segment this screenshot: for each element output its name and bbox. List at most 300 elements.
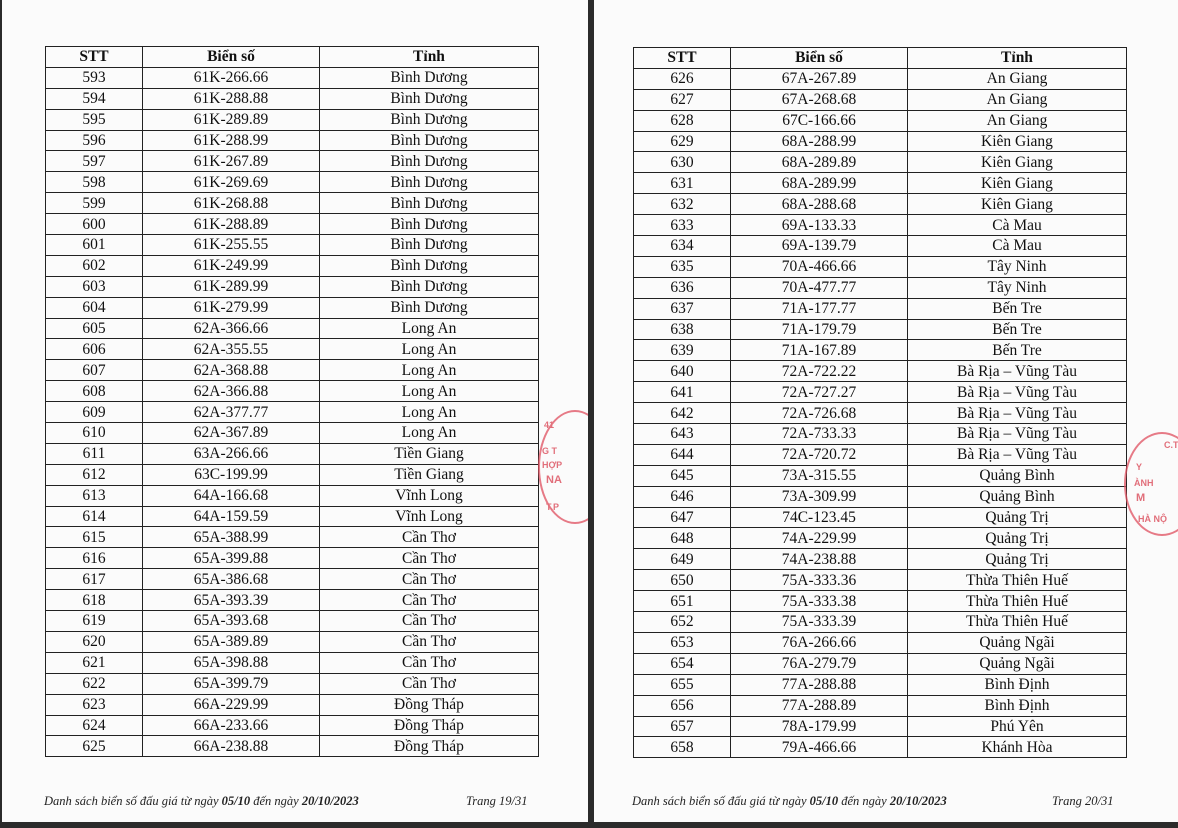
cell-plate-number: 61K-289.99 (143, 276, 320, 297)
cell-province: Bình Dương (320, 214, 539, 235)
cell-province: Bình Định (908, 695, 1127, 716)
header-plate-number: Biển số (143, 47, 320, 68)
table-row (46, 297, 539, 318)
cell-province: Bà Rịa – Vũng Tàu (908, 403, 1127, 424)
cell-plate-number: 77A-288.89 (731, 695, 908, 716)
cell-plate-number: 72A-727.27 (731, 382, 908, 403)
cell-stt: 597 (46, 151, 143, 172)
cell-stt: 648 (634, 528, 731, 549)
cell-stt: 631 (634, 173, 731, 194)
cell-stt: 605 (46, 318, 143, 339)
stamp-text: M (1136, 492, 1146, 504)
cell-province: Bình Định (908, 674, 1127, 695)
stamp-text: C.T (1164, 440, 1178, 450)
footer-text: đến ngày (838, 794, 890, 808)
cell-plate-number: 71A-179.79 (731, 319, 908, 340)
table-row (634, 465, 1127, 486)
table-row (46, 464, 539, 485)
cell-province: Bà Rịa – Vũng Tàu (908, 444, 1127, 465)
cell-province: Bình Dương (320, 151, 539, 172)
cell-stt: 632 (634, 194, 731, 215)
cell-plate-number: 62A-355.55 (143, 339, 320, 360)
table-row (46, 151, 539, 172)
cell-plate-number: 61K-249.99 (143, 255, 320, 276)
cell-province: Quảng Ngãi (908, 632, 1127, 653)
cell-plate-number: 70A-466.66 (731, 256, 908, 277)
cell-plate-number: 66A-238.88 (143, 736, 320, 757)
cell-stt: 617 (46, 569, 143, 590)
table-row (634, 68, 1127, 89)
cell-province: Cần Thơ (320, 611, 539, 632)
header-province: Tỉnh (320, 47, 539, 68)
cell-stt: 603 (46, 276, 143, 297)
table-row (634, 382, 1127, 403)
cell-stt: 651 (634, 591, 731, 612)
cell-province: Cần Thơ (320, 527, 539, 548)
cell-province: Bến Tre (908, 298, 1127, 319)
cell-stt: 616 (46, 548, 143, 569)
cell-plate-number: 65A-399.79 (143, 673, 320, 694)
cell-stt: 627 (634, 89, 731, 110)
stamp-text: T.P (546, 502, 560, 512)
cell-plate-number: 62A-366.66 (143, 318, 320, 339)
cell-stt: 656 (634, 695, 731, 716)
cell-stt: 647 (634, 507, 731, 528)
cell-stt: 650 (634, 570, 731, 591)
table-row (46, 527, 539, 548)
cell-stt: 639 (634, 340, 731, 361)
table-header-row (46, 47, 539, 68)
cell-province: Tây Ninh (908, 256, 1127, 277)
stamp-text: HÀ NỘ (1138, 514, 1167, 524)
table-row (46, 652, 539, 673)
cell-plate-number: 62A-366.88 (143, 381, 320, 402)
table-row (634, 653, 1127, 674)
table-row (46, 235, 539, 256)
cell-stt: 640 (634, 361, 731, 382)
cell-plate-number: 76A-266.66 (731, 632, 908, 653)
cell-stt: 604 (46, 297, 143, 318)
cell-province: Bà Rịa – Vũng Tàu (908, 382, 1127, 403)
cell-plate-number: 61K-288.88 (143, 88, 320, 109)
table-row (634, 716, 1127, 737)
cell-stt: 621 (46, 652, 143, 673)
table-row (46, 402, 539, 423)
cell-plate-number: 74C-123.45 (731, 507, 908, 528)
table-row (46, 193, 539, 214)
cell-province: Kiên Giang (908, 152, 1127, 173)
page-footer-caption (632, 794, 947, 809)
footer-date-to: 20/10/2023 (889, 794, 947, 808)
table-row (46, 443, 539, 464)
cell-stt: 633 (634, 215, 731, 236)
cell-plate-number: 68A-289.99 (731, 173, 908, 194)
cell-plate-number: 77A-288.88 (731, 674, 908, 695)
table-row (634, 256, 1127, 277)
table-row (634, 298, 1127, 319)
table-row (634, 424, 1127, 445)
cell-stt: 599 (46, 193, 143, 214)
table-row (634, 89, 1127, 110)
cell-stt: 635 (634, 256, 731, 277)
cell-plate-number: 70A-477.77 (731, 277, 908, 298)
cell-stt: 618 (46, 590, 143, 611)
cell-province: Đồng Tháp (320, 736, 539, 757)
table-body-right (634, 68, 1127, 757)
table-row (46, 381, 539, 402)
table-row (634, 612, 1127, 633)
cell-stt: 624 (46, 715, 143, 736)
cell-province: Long An (320, 423, 539, 444)
cell-plate-number: 65A-398.88 (143, 652, 320, 673)
table-header-row (634, 48, 1127, 69)
cell-plate-number: 64A-159.59 (143, 506, 320, 527)
cell-plate-number: 61K-266.66 (143, 67, 320, 88)
cell-plate-number: 65A-389.89 (143, 631, 320, 652)
cell-province: Tiền Giang (320, 464, 539, 485)
table-row (46, 67, 539, 88)
cell-province: Đồng Tháp (320, 715, 539, 736)
red-seal-stamp (538, 410, 588, 524)
stamp-text: 41 (544, 420, 555, 430)
cell-province: Khánh Hòa (908, 737, 1127, 758)
stamp-text: NA (546, 474, 562, 486)
header-stt: STT (46, 47, 143, 68)
table-row (46, 109, 539, 130)
table-row (634, 215, 1127, 236)
cell-province: Tiền Giang (320, 443, 539, 464)
cell-province: Bình Dương (320, 130, 539, 151)
cell-stt: 645 (634, 465, 731, 486)
cell-province: Cần Thơ (320, 673, 539, 694)
cell-stt: 612 (46, 464, 143, 485)
table-row (634, 591, 1127, 612)
cell-stt: 608 (46, 381, 143, 402)
table-row (46, 214, 539, 235)
cell-stt: 636 (634, 277, 731, 298)
table-row (634, 528, 1127, 549)
cell-plate-number: 68A-288.99 (731, 131, 908, 152)
cell-plate-number: 72A-726.68 (731, 403, 908, 424)
footer-date-from: 05/10 (809, 794, 839, 808)
cell-plate-number: 61K-268.88 (143, 193, 320, 214)
cell-stt: 625 (46, 736, 143, 757)
cell-province: Thừa Thiên Huế (908, 591, 1127, 612)
stamp-text: HỢP (542, 460, 563, 470)
table-row (46, 694, 539, 715)
table-row (634, 340, 1127, 361)
cell-plate-number: 65A-393.68 (143, 611, 320, 632)
footer-date-from: 05/10 (221, 794, 251, 808)
cell-stt: 646 (634, 486, 731, 507)
cell-stt: 623 (46, 694, 143, 715)
cell-plate-number: 62A-377.77 (143, 402, 320, 423)
cell-stt: 606 (46, 339, 143, 360)
cell-plate-number: 72A-722.22 (731, 361, 908, 382)
cell-province: An Giang (908, 68, 1127, 89)
table-row (46, 506, 539, 527)
cell-stt: 657 (634, 716, 731, 737)
cell-province: Bình Dương (320, 276, 539, 297)
cell-stt: 610 (46, 423, 143, 444)
cell-stt: 595 (46, 109, 143, 130)
cell-plate-number: 62A-368.88 (143, 360, 320, 381)
cell-stt: 655 (634, 674, 731, 695)
cell-plate-number: 63C-199.99 (143, 464, 320, 485)
table-row (46, 276, 539, 297)
table-row (46, 130, 539, 151)
cell-plate-number: 64A-166.68 (143, 485, 320, 506)
cell-plate-number: 65A-399.88 (143, 548, 320, 569)
cell-stt: 653 (634, 632, 731, 653)
table-row (634, 110, 1127, 131)
table-row (634, 173, 1127, 194)
cell-province: Bình Dương (320, 193, 539, 214)
cell-plate-number: 69A-133.33 (731, 215, 908, 236)
cell-plate-number: 65A-386.68 (143, 569, 320, 590)
cell-plate-number: 71A-167.89 (731, 340, 908, 361)
plate-table-right (633, 47, 1127, 758)
cell-province: Quảng Trị (908, 528, 1127, 549)
cell-stt: 654 (634, 653, 731, 674)
cell-province: Quảng Bình (908, 465, 1127, 486)
cell-plate-number: 61K-269.69 (143, 172, 320, 193)
cell-province: Cà Mau (908, 215, 1127, 236)
cell-plate-number: 69A-139.79 (731, 236, 908, 257)
cell-stt: 598 (46, 172, 143, 193)
footer-text: Danh sách biển số đấu giá từ ngày (44, 794, 222, 808)
table-row (46, 318, 539, 339)
cell-plate-number: 73A-315.55 (731, 465, 908, 486)
cell-plate-number: 75A-333.38 (731, 591, 908, 612)
cell-province: Long An (320, 402, 539, 423)
table-row (46, 360, 539, 381)
table-row (46, 339, 539, 360)
table-row (46, 715, 539, 736)
cell-province: Vĩnh Long (320, 485, 539, 506)
table-row (634, 632, 1127, 653)
cell-plate-number: 62A-367.89 (143, 423, 320, 444)
cell-stt: 596 (46, 130, 143, 151)
cell-province: Bình Dương (320, 67, 539, 88)
table-row (46, 172, 539, 193)
table-row (46, 590, 539, 611)
cell-plate-number: 68A-288.68 (731, 194, 908, 215)
cell-plate-number: 65A-388.99 (143, 527, 320, 548)
cell-province: Bà Rịa – Vũng Tàu (908, 361, 1127, 382)
cell-province: Cà Mau (908, 236, 1127, 257)
cell-stt: 638 (634, 319, 731, 340)
table-row (46, 569, 539, 590)
table-row (634, 486, 1127, 507)
cell-plate-number: 71A-177.77 (731, 298, 908, 319)
red-seal-stamp (1124, 432, 1178, 536)
cell-province: Bình Dương (320, 235, 539, 256)
cell-province: Cần Thơ (320, 569, 539, 590)
cell-plate-number: 66A-233.66 (143, 715, 320, 736)
cell-stt: 626 (634, 68, 731, 89)
cell-province: Long An (320, 381, 539, 402)
cell-province: Bình Dương (320, 255, 539, 276)
cell-province: Quảng Trị (908, 549, 1127, 570)
cell-province: Bình Dương (320, 109, 539, 130)
table-row (634, 507, 1127, 528)
cell-plate-number: 75A-333.36 (731, 570, 908, 591)
stamp-text: ÀNH (1134, 478, 1154, 488)
table-row (634, 319, 1127, 340)
cell-province: Bà Rịa – Vũng Tàu (908, 424, 1127, 445)
cell-province: Phú Yên (908, 716, 1127, 737)
cell-province: Quảng Ngãi (908, 653, 1127, 674)
cell-province: Quảng Trị (908, 507, 1127, 528)
cell-stt: 644 (634, 444, 731, 465)
footer-text: đến ngày (250, 794, 302, 808)
cell-stt: 619 (46, 611, 143, 632)
cell-plate-number: 68A-289.89 (731, 152, 908, 173)
cell-plate-number: 61K-288.99 (143, 130, 320, 151)
cell-stt: 614 (46, 506, 143, 527)
cell-stt: 643 (634, 424, 731, 445)
cell-stt: 600 (46, 214, 143, 235)
cell-stt: 637 (634, 298, 731, 319)
cell-stt: 609 (46, 402, 143, 423)
cell-stt: 630 (634, 152, 731, 173)
cell-province: Cần Thơ (320, 631, 539, 652)
table-row (634, 236, 1127, 257)
cell-stt: 634 (634, 236, 731, 257)
cell-stt: 622 (46, 673, 143, 694)
table-row (46, 255, 539, 276)
table-row (46, 548, 539, 569)
cell-province: Bình Dương (320, 88, 539, 109)
table-row (634, 549, 1127, 570)
document-page-right (594, 0, 1178, 822)
cell-plate-number: 74A-238.88 (731, 549, 908, 570)
cell-plate-number: 73A-309.99 (731, 486, 908, 507)
cell-plate-number: 61K-289.89 (143, 109, 320, 130)
cell-province: Cần Thơ (320, 548, 539, 569)
table-row (46, 673, 539, 694)
cell-plate-number: 67C-166.66 (731, 110, 908, 131)
table-row (634, 277, 1127, 298)
table-row (634, 444, 1127, 465)
table-row (634, 152, 1127, 173)
cell-province: Cần Thơ (320, 590, 539, 611)
cell-stt: 652 (634, 612, 731, 633)
table-row (46, 485, 539, 506)
cell-stt: 620 (46, 631, 143, 652)
cell-stt: 642 (634, 403, 731, 424)
cell-stt: 615 (46, 527, 143, 548)
table-row (634, 570, 1127, 591)
cell-plate-number: 75A-333.39 (731, 612, 908, 633)
cell-stt: 607 (46, 360, 143, 381)
cell-plate-number: 67A-267.89 (731, 68, 908, 89)
page-number: Trang 20/31 (1052, 794, 1114, 808)
cell-province: Long An (320, 360, 539, 381)
cell-stt: 649 (634, 549, 731, 570)
cell-stt: 593 (46, 67, 143, 88)
table-row (46, 631, 539, 652)
page-number: Trang 19/31 (466, 794, 528, 808)
cell-province: Long An (320, 339, 539, 360)
footer-date-to: 20/10/2023 (301, 794, 359, 808)
cell-province: Đồng Tháp (320, 694, 539, 715)
table-row (634, 131, 1127, 152)
cell-stt: 628 (634, 110, 731, 131)
cell-plate-number: 74A-229.99 (731, 528, 908, 549)
table-row (634, 361, 1127, 382)
cell-province: Kiên Giang (908, 173, 1127, 194)
cell-stt: 641 (634, 382, 731, 403)
cell-province: An Giang (908, 110, 1127, 131)
stamp-text: Y (1136, 462, 1143, 472)
header-stt: STT (634, 48, 731, 69)
table-row (46, 423, 539, 444)
plate-table-left (45, 46, 539, 757)
cell-province: Kiên Giang (908, 131, 1127, 152)
table-row (634, 674, 1127, 695)
cell-province: Bình Dương (320, 297, 539, 318)
cell-province: Vĩnh Long (320, 506, 539, 527)
cell-province: Long An (320, 318, 539, 339)
cell-province: Bình Dương (320, 172, 539, 193)
table-row (46, 611, 539, 632)
cell-province: An Giang (908, 89, 1127, 110)
cell-plate-number: 76A-279.79 (731, 653, 908, 674)
cell-province: Bến Tre (908, 319, 1127, 340)
cell-plate-number: 61K-279.99 (143, 297, 320, 318)
cell-plate-number: 67A-268.68 (731, 89, 908, 110)
cell-plate-number: 61K-288.89 (143, 214, 320, 235)
header-province: Tỉnh (908, 48, 1127, 69)
cell-plate-number: 61K-267.89 (143, 151, 320, 172)
header-plate-number: Biển số (731, 48, 908, 69)
cell-province: Thừa Thiên Huế (908, 570, 1127, 591)
cell-plate-number: 63A-266.66 (143, 443, 320, 464)
footer-text: Danh sách biển số đấu giá từ ngày (632, 794, 810, 808)
cell-plate-number: 72A-733.33 (731, 424, 908, 445)
table-body-left (46, 67, 539, 756)
table-row (634, 695, 1127, 716)
cell-stt: 613 (46, 485, 143, 506)
cell-stt: 611 (46, 443, 143, 464)
cell-plate-number: 61K-255.55 (143, 235, 320, 256)
cell-province: Tây Ninh (908, 277, 1127, 298)
table-row (634, 194, 1127, 215)
cell-plate-number: 79A-466.66 (731, 737, 908, 758)
cell-plate-number: 72A-720.72 (731, 444, 908, 465)
cell-plate-number: 66A-229.99 (143, 694, 320, 715)
table-row (46, 88, 539, 109)
cell-province: Thừa Thiên Huế (908, 612, 1127, 633)
table-row (634, 737, 1127, 758)
cell-province: Bến Tre (908, 340, 1127, 361)
cell-plate-number: 78A-179.99 (731, 716, 908, 737)
cell-province: Quảng Bình (908, 486, 1127, 507)
stamp-text: G T (542, 446, 557, 456)
cell-stt: 594 (46, 88, 143, 109)
page-footer-caption (44, 794, 359, 809)
table-row (46, 736, 539, 757)
cell-plate-number: 65A-393.39 (143, 590, 320, 611)
table-row (634, 403, 1127, 424)
cell-province: Kiên Giang (908, 194, 1127, 215)
cell-province: Cần Thơ (320, 652, 539, 673)
cell-stt: 658 (634, 737, 731, 758)
cell-stt: 602 (46, 255, 143, 276)
document-page-left (2, 0, 588, 822)
